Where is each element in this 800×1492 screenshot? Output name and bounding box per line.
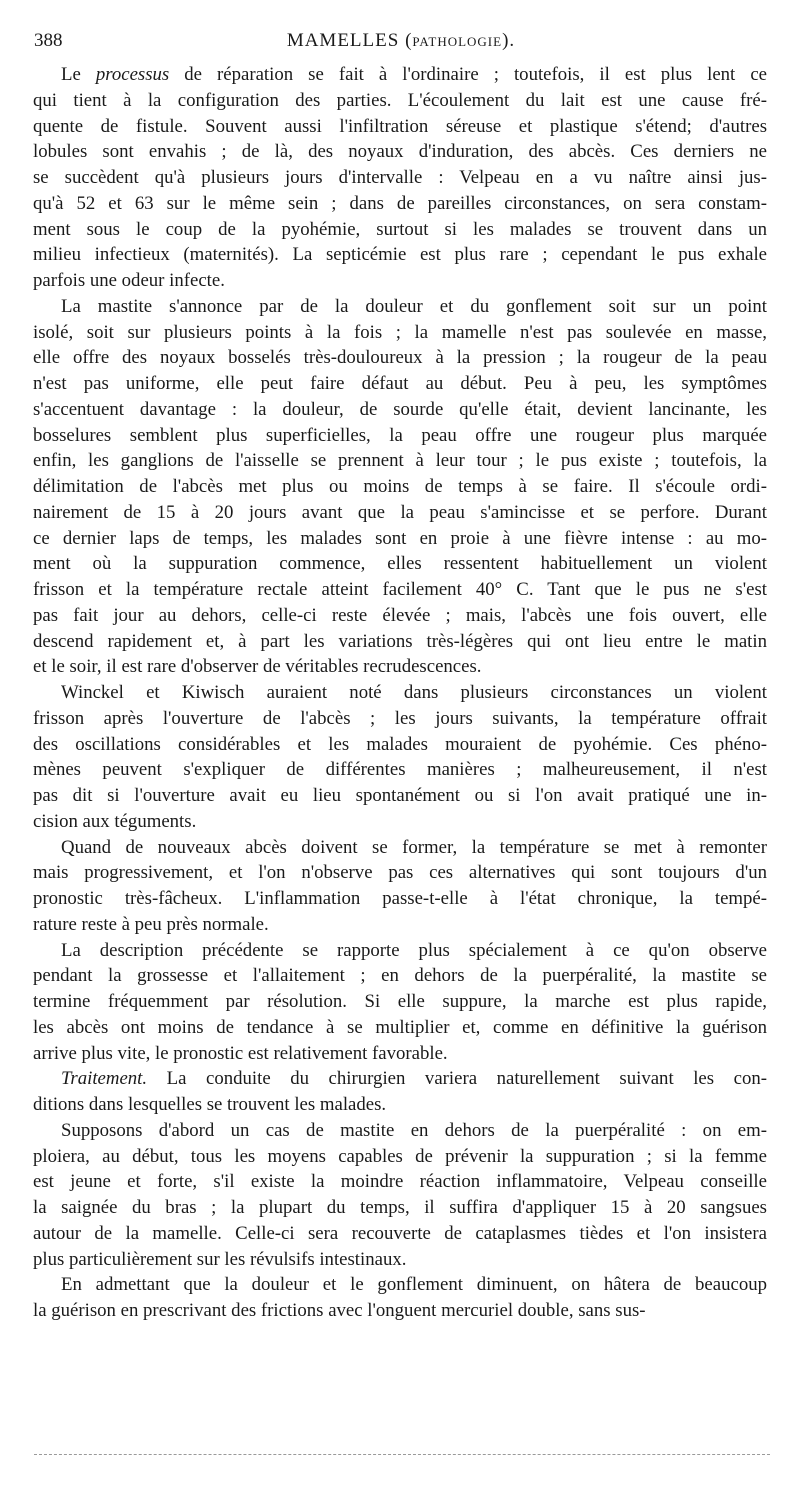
text-line: pronostic très-fâcheux. L'inflammation passe-t-elle à l'état chronique, la tempé- — [33, 888, 767, 909]
footer-rule — [34, 1454, 770, 1455]
text-line: pas fait jour au dehors, celle-ci reste élevée ; mais, l'abcès une fois ouvert, elle — [33, 604, 767, 626]
page-number: 388 — [34, 30, 63, 51]
text-line: s'accentuent davantage : la douleur, de sourde qu'elle était, devient lancinante, les — [33, 398, 767, 420]
text-line: Le processus de réparation se fait à l'ordinaire ; toutefois, il est plus lent ce — [61, 64, 767, 85]
text-line: arrive plus vite, le pronostic est relativement favorable. — [33, 1042, 448, 1064]
text-line: autour de la mamelle. Celle-ci sera recouverte de cataplasmes tièdes et l'on insistera — [33, 1222, 767, 1244]
paragraph — [33, 1066, 767, 1118]
text-line: les abcès ont moins de tendance à se multiplier et, comme en définitive la guérison — [33, 1016, 767, 1038]
text-line: délimitation de l'abcès met plus ou moins de temps à se faire. Il s'écoule ordi- — [33, 476, 767, 497]
text-line: est jeune et forte, s'il existe la moindre réaction inflammatoire, Velpeau conseille — [33, 1171, 767, 1193]
text-line: frisson après l'ouverture de l'abcès ; les jours suivants, la température offrait — [33, 707, 767, 729]
paragraph — [33, 294, 767, 680]
text-line: n'est pas uniforme, elle peut faire défaut au début. Peu à peu, les symptômes — [33, 373, 767, 394]
text-line: plus particulièrement sur les révulsifs intestinaux. — [33, 1248, 407, 1270]
text-line: ment sous le coup de la pyohémie, surtout si les malades se trouvent dans un — [33, 218, 767, 240]
text-line: bosselures semblent plus superficielles, la peau offre une rougeur plus marquée — [33, 424, 767, 446]
paragraph — [33, 62, 767, 294]
paragraph — [33, 1272, 767, 1324]
paragraph — [33, 835, 767, 938]
text-line: Winckel et Kiwisch auraient noté dans plusieurs circonstances un violent — [61, 682, 767, 703]
text-line: mais progressivement, et l'on n'observe pas ces alternatives qui sont toujours d'un — [33, 862, 767, 884]
text-line: termine fréquemment par résolution. Si elle suppure, la marche est plus rapide, — [33, 991, 767, 1012]
text-line: La description précédente se rapporte plus spécialement à ce qu'on observe — [61, 939, 767, 961]
text-line: La mastite s'annonce par de la douleur et du gonflement soit sur un point — [61, 295, 767, 317]
text-line: ditions dans lesquelles se trouvent les malades. — [33, 1094, 387, 1115]
running-title: MAMELLES (PATHOLOGIE). — [286, 30, 516, 51]
text-line: des oscillations considérables et les malades mouraient de pyohémie. Ces phéno- — [33, 733, 767, 755]
text-line: qu'à 52 et 63 sur le même sein ; dans de pareilles circonstances, on sera constam- — [33, 192, 767, 214]
paragraph — [33, 938, 767, 1067]
text-line: nairement de 15 à 20 jours avant que la peau s'amincisse et se perfore. Durant — [33, 501, 767, 523]
italic-term: processus — [95, 64, 170, 85]
text-line: se succèdent qu'à plusieurs jours d'intervalle : Velpeau en a vu naître ainsi jus- — [33, 167, 767, 188]
text-line: enfin, les ganglions de l'aisselle se prennent à leur tour ; le pus existe ; toutefois, la — [33, 450, 767, 472]
text-line: et le soir, il est rare d'observer de véritables recrudescences. — [33, 656, 482, 678]
page-header — [34, 30, 768, 58]
text-line: ce dernier laps de temps, les malades sont en proie à une fièvre intense : au mo- — [33, 527, 767, 549]
text-line: frisson et la température rectale atteint facilement 40° C. Tant que le pus ne s'est — [33, 579, 767, 600]
text-line: descend rapidement et, à part les variations très-légères qui ont lieu entre le matin — [33, 630, 767, 652]
text-line: la saignée du bras ; la plupart du temps, il suffira d'appliquer 15 à 20 sangsues — [33, 1197, 767, 1218]
text-line: Supposons d'abord un cas de mastite en dehors de la puerpéralité : on em- — [61, 1119, 767, 1141]
text-line: elle offre des noyaux bosselés très-douloureux à la pression ; la rougeur de la peau — [33, 347, 767, 369]
italic-term: Traitement. — [61, 1068, 148, 1090]
text-line: rature reste à peu près normale. — [33, 913, 269, 935]
text-line: En admettant que la douleur et le gonflement diminuent, on hâtera de beaucoup — [61, 1274, 767, 1296]
text-line: pendant la grossesse et l'allaitement ; en dehors de la puerpéralité, la mastite se — [33, 965, 767, 987]
text-line: Traitement. La conduite du chirurgien variera naturellement suivant les con- — [61, 1068, 767, 1090]
text-line: lobules sont envahis ; de là, des noyaux d'induration, des abcès. Ces derniers ne — [33, 141, 767, 163]
text-line: parfois une odeur infecte. — [33, 270, 225, 291]
text-line: ment où la suppuration commence, elles ressentent habituellement un violent — [33, 553, 767, 575]
body-text — [33, 62, 767, 1324]
text-line: isolé, soit sur plusieurs points à la fois ; la mamelle n'est pas soulevée en masse, — [33, 321, 767, 343]
text-line: la guérison en prescrivant des frictions avec l'onguent mercuriel double, sans sus- — [33, 1300, 646, 1321]
paragraph — [33, 680, 767, 835]
text-line: milieu infectieux (maternités). La septicémie est plus rare ; cependant le pus exhale — [33, 244, 767, 266]
text-line: cision aux téguments. — [33, 810, 197, 832]
text-line: pas dit si l'ouverture avait eu lieu spontanément ou si l'on avait pratiqué une in- — [33, 785, 767, 806]
text-line: quente de fistule. Souvent aussi l'infiltration séreuse et plastique s'étend; d'autres — [33, 115, 767, 137]
text-line: Quand de nouveaux abcès doivent se former, la température se met à remonter — [61, 836, 767, 858]
text-line: ploiera, au début, tous les moyens capables de prévenir la suppuration ; si la femme — [33, 1145, 767, 1167]
paragraph — [33, 1118, 767, 1273]
text-line: mènes peuvent s'expliquer de différentes manières ; malheureusement, il n'est — [33, 759, 767, 781]
text-line: qui tient à la configuration des parties. L'écoulement du lait est une cause fré- — [33, 89, 767, 111]
